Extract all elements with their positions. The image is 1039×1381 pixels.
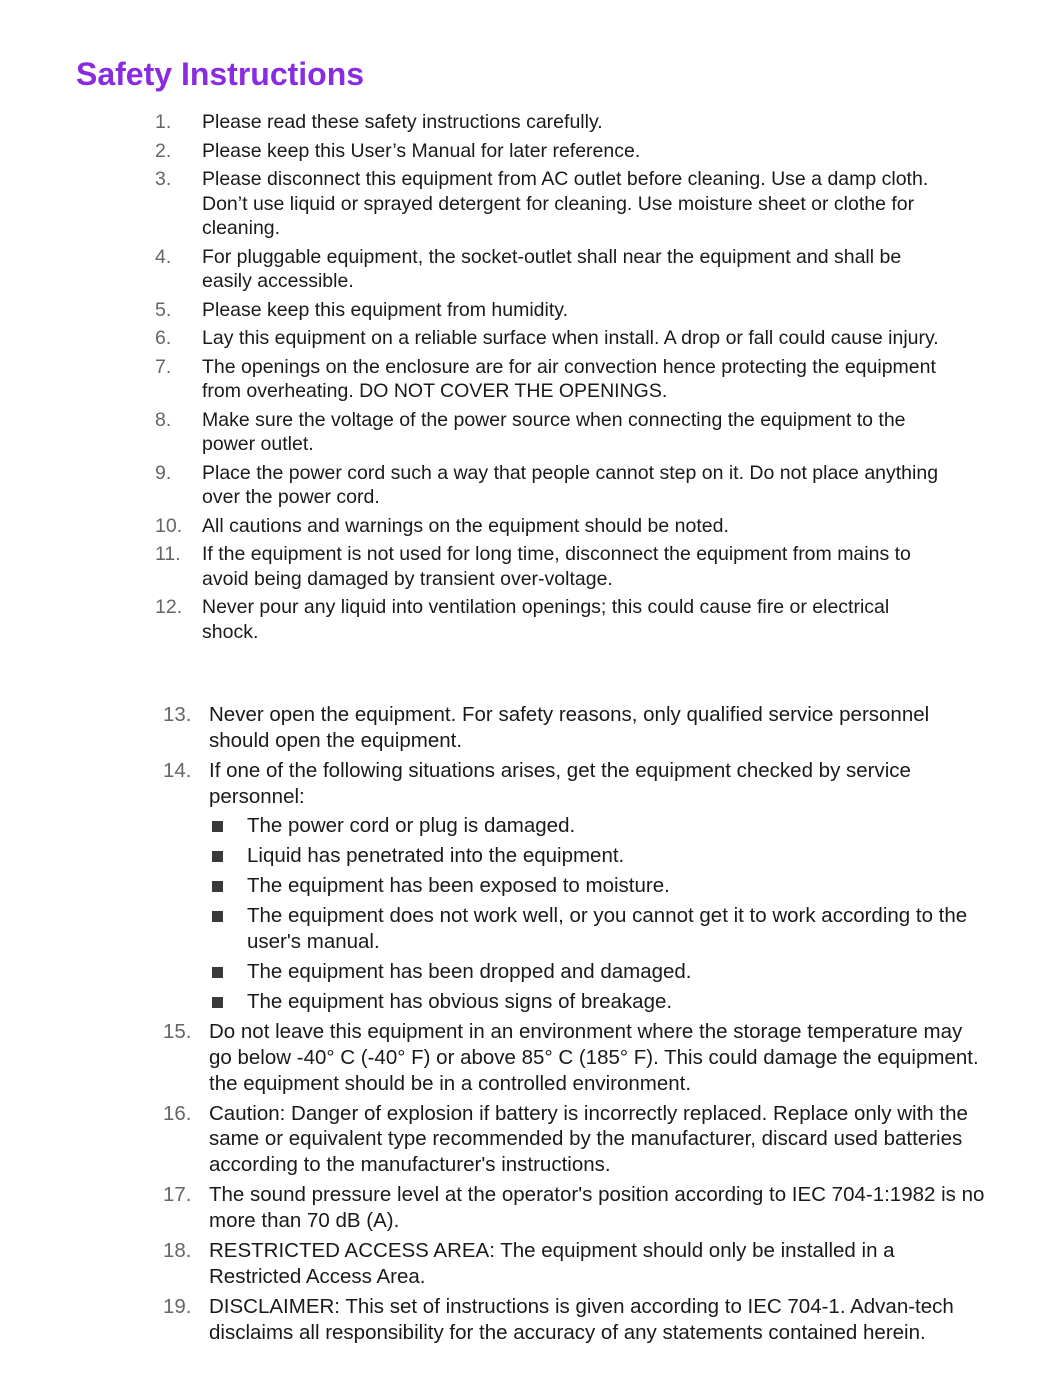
item-number: 5. [155, 298, 172, 321]
item-text: Please disconnect this equipment from AC outlet before cleaning. Use a damp cloth. Don’t use liquid or sprayed detergent for cleaning. Use moisture sheet or clothe for cleaning. [202, 168, 929, 239]
item-text: Please read these safety instructions carefully. [202, 111, 603, 133]
bullet-text: The equipment has obvious signs of breakage. [247, 990, 673, 1014]
list-item [150, 514, 940, 539]
list-item [157, 1182, 987, 1234]
list-item [150, 110, 940, 135]
item-number: 10. [155, 514, 183, 537]
item-text: Please keep this User’s Manual for later reference. [202, 139, 641, 162]
item-number: 3. [155, 168, 172, 190]
list-item [157, 1238, 987, 1290]
list-item [150, 326, 940, 351]
list-item [157, 1019, 987, 1096]
bullet-text: The equipment does not work well, or you cannot get it to work according to the user's manual. [247, 904, 968, 954]
item-number: 18. [163, 1239, 192, 1263]
square-bullet-icon [212, 967, 223, 978]
item-text: Make sure the voltage of the power source when connecting the equipment to the power outlet. [202, 408, 906, 455]
item-text: All cautions and warnings on the equipment should be noted. [202, 514, 729, 537]
item-text: Lay this equipment on a reliable surface when install. A drop or fall could cause injury. [202, 327, 939, 349]
list-item [150, 461, 940, 510]
item-text: DISCLAIMER: This set of instructions is given according to IEC 704-1. Advan-tech disclaims all responsibility for the accuracy of any statements contained herein. [209, 1294, 954, 1344]
item-number: 9. [155, 461, 172, 484]
item-text: Never open the equipment. For safety reasons, only qualified service personnel should open the equipment. [209, 703, 930, 752]
situation-bullet-list [209, 813, 987, 1015]
item-number: 6. [155, 327, 172, 349]
square-bullet-icon [212, 881, 223, 892]
item-number: 2. [155, 139, 172, 162]
list-item [150, 355, 940, 404]
page-title: Safety Instructions [76, 56, 365, 92]
item-text: If the equipment is not used for long time, disconnect the equipment from mains to avoid being damaged by transient over-voltage. [202, 543, 911, 590]
item-number: 8. [155, 408, 172, 431]
list-item [150, 167, 940, 241]
bullet-item [209, 813, 987, 839]
item-text: Caution: Danger of explosion if battery is incorrectly replaced. Replace only with the same or equivalent type recommended by the manufacturer, discard used batteries according to the manufacturer's instructions. [209, 1101, 968, 1177]
item-text: For pluggable equipment, the socket-outlet shall near the equipment and shall be easily accessible. [202, 245, 902, 292]
list-item [150, 245, 940, 294]
bullet-text: The equipment has been exposed to moisture. [247, 874, 670, 898]
list-item [150, 595, 940, 644]
item-number: 7. [155, 355, 172, 378]
list-item [157, 702, 987, 754]
item-text: RESTRICTED ACCESS AREA: The equipment should only be installed in a Restricted Access Area. [209, 1239, 895, 1288]
bullet-text: The power cord or plug is damaged. [247, 814, 576, 838]
bullet-text: Liquid has penetrated into the equipment. [247, 844, 625, 868]
square-bullet-icon [212, 821, 223, 832]
list-item [150, 298, 940, 323]
item-number: 19. [163, 1294, 192, 1318]
square-bullet-icon [212, 997, 223, 1008]
bullet-item [209, 873, 987, 899]
item-text: Please keep this equipment from humidity. [202, 298, 568, 321]
item-number: 17. [163, 1183, 192, 1207]
list-item [150, 139, 940, 164]
item-text: Place the power cord such a way that people cannot step on it. Do not place anything over the power cord. [202, 461, 939, 508]
square-bullet-icon [212, 851, 223, 862]
bullet-item [209, 843, 987, 869]
item-number: 4. [155, 245, 172, 268]
bullet-text: The equipment has been dropped and damaged. [247, 960, 692, 984]
bullet-item [209, 989, 987, 1015]
item-text: Do not leave this equipment in an environment where the storage temperature may go below -40° C (-40° F) or above 85° C (185° F). This could damage the equipment. the equipment should be in a controlled environment. [209, 1020, 979, 1095]
bullet-item [209, 959, 987, 985]
list-item [150, 408, 940, 457]
item-number: 16. [163, 1101, 192, 1125]
item-number: 14. [163, 758, 192, 782]
safety-list-part-1 [150, 110, 940, 648]
list-item [157, 1294, 987, 1346]
safety-list-part-2 [157, 702, 987, 1350]
list-item [157, 1101, 987, 1178]
list-item [157, 758, 987, 1015]
item-number: 12. [155, 596, 183, 618]
item-text: Never pour any liquid into ventilation openings; this could cause fire or electrical shock. [202, 596, 890, 643]
bullet-item [209, 903, 987, 955]
item-text: The sound pressure level at the operator's position according to IEC 704-1:1982 is no more than 70 dB (A). [209, 1183, 985, 1233]
list-item [150, 542, 940, 591]
square-bullet-icon [212, 911, 223, 922]
item-number: 13. [163, 703, 192, 726]
item-number: 15. [163, 1020, 192, 1044]
item-text: If one of the following situations arises, get the equipment checked by service personnel: [209, 758, 911, 808]
item-number: 1. [155, 111, 172, 133]
item-number: 11. [155, 543, 181, 565]
item-text: The openings on the enclosure are for air convection hence protecting the equipment from overheating. DO NOT COVER THE OPENINGS. [202, 355, 936, 402]
